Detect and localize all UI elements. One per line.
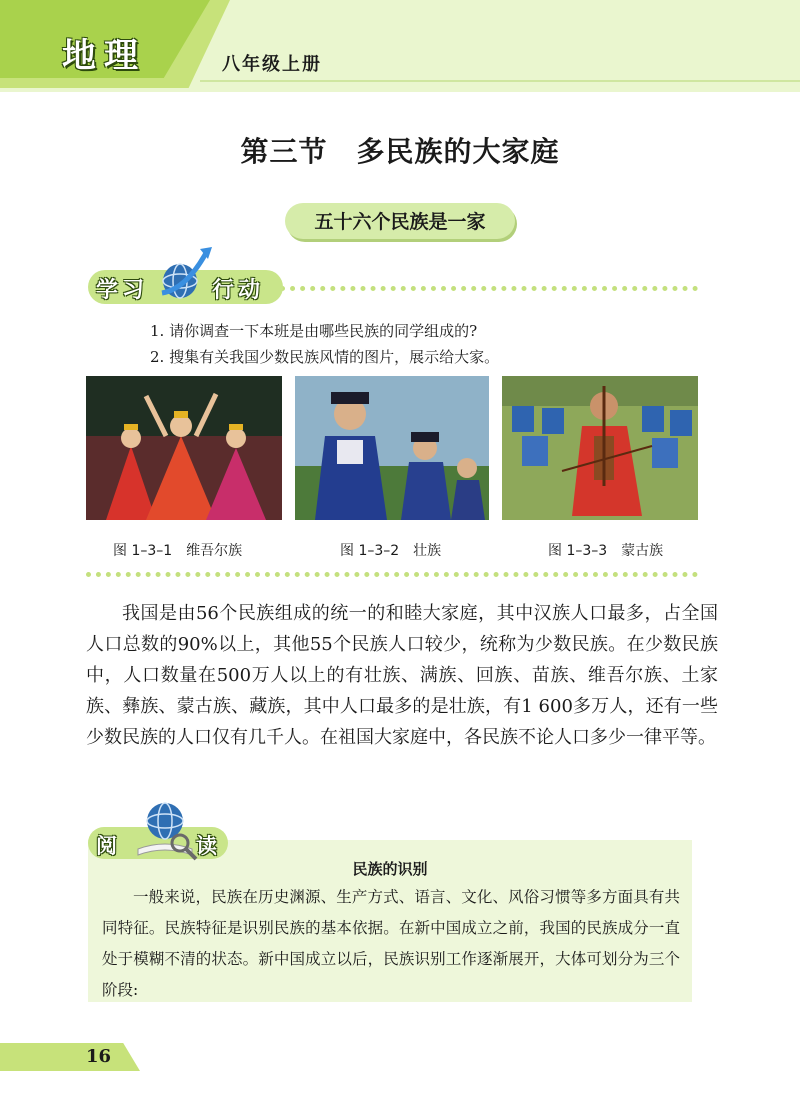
reading-title: 民族的识别 [352,860,428,878]
activity-label-left: 学习 [96,278,149,303]
figure-2-photo [295,376,489,520]
subject-title: 地理 [62,36,146,76]
figure-2-caption: 图 1–3–2 壮族 [340,543,442,559]
body-paragraph: 我国是由56个民族组成的统一的和睦大家庭，其中汉族人口最多，占全国人口总数的90%以上，其他55个民族人口较少，统称为少数民族。在少数民族中，人口数量在500万人以上的有壮族、满族、回族、苗族、维吾尔族、土家族、彝族、蒙古族、藏族，其中人口最多的是壮族，有1 600多万人，还有一些少数民族的人口仅有几千人。在祖国大家庭中，各民族不论人口多少一律平等。 [86,603,718,748]
figure-3-photo [502,376,698,520]
dotted-divider-bottom [86,572,698,577]
subsection-title: 五十六个民族是一家 [314,211,486,233]
book-globe-magnifier-icon [130,797,200,863]
activity-label-right: 行动 [212,278,265,303]
figure-3-caption: 图 1–3–3 蒙古族 [548,543,664,559]
header-divider [200,80,800,82]
grade-label: 八年级上册 [222,54,322,75]
figure-1-photo [86,376,282,520]
page-number: 16 [86,1046,112,1067]
figure-1-caption: 图 1–3–1 维吾尔族 [113,543,243,559]
reading-label-left: 阅 [96,834,117,858]
reading-label-right: 读 [196,834,217,858]
section-title: 第三节 多民族的大家庭 [240,135,560,168]
globe-arrow-icon [156,243,214,305]
activity-task-2: 2. 搜集有关我国少数民族风情的图片，展示给大家。 [150,348,500,366]
footer-bar [0,1043,140,1071]
activity-task-1: 1. 请你调查一下本班是由哪些民族的同学组成的? [150,322,478,340]
dotted-divider [280,286,698,291]
reading-text: 一般来说，民族在历史渊源、生产方式、语言、文化、风俗习惯等多方面具有共同特征。民族特征是识别民族的基本依据。在新中国成立之前，我国的民族成分一直处于模糊不清的状态。新中国成立以后，民族识别工作逐渐展开，大体可划分为三个阶段: [102,888,680,999]
